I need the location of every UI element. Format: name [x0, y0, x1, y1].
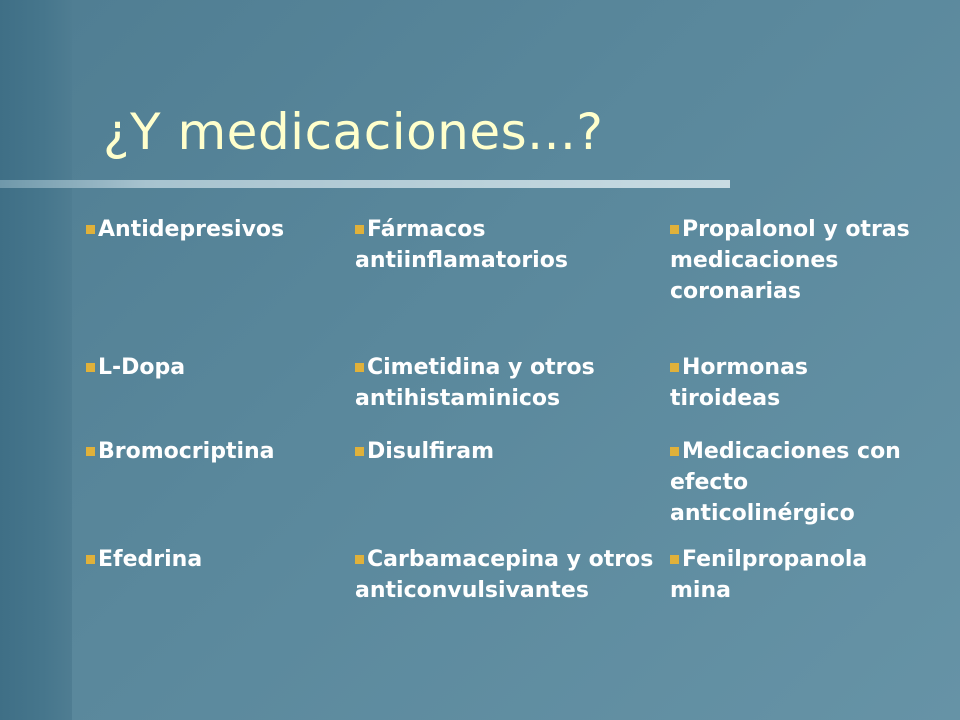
medication-label: Propalonol y otras medicaciones coronarias — [670, 217, 910, 304]
square-bullet-icon — [355, 225, 364, 234]
medication-label: Disulfiram — [367, 439, 495, 464]
medication-item — [355, 352, 655, 414]
medication-item — [670, 436, 910, 529]
medication-label: Bromocriptina — [98, 439, 275, 464]
medication-label: Fármacos antiinflamatorios — [355, 217, 568, 273]
medication-label: Efedrina — [98, 547, 203, 572]
medication-item — [670, 352, 910, 414]
medication-label: Cimetidina y otros antihistaminicos — [355, 355, 595, 411]
square-bullet-icon — [86, 363, 95, 372]
medication-item — [86, 544, 336, 575]
medication-label: Carbamacepina y otros anticonvulsivantes — [355, 547, 654, 603]
square-bullet-icon — [86, 225, 95, 234]
medication-item — [355, 436, 655, 467]
square-bullet-icon — [355, 447, 364, 456]
medication-label: Antidepresivos — [98, 217, 285, 242]
medication-item — [670, 214, 910, 307]
square-bullet-icon — [670, 447, 679, 456]
square-bullet-icon — [355, 555, 364, 564]
medication-item — [86, 214, 336, 245]
medication-label: Hormonas tiroideas — [670, 355, 809, 411]
medication-label: Fenilpropanola mina — [670, 547, 868, 603]
medication-item — [355, 544, 655, 606]
medication-label: L-Dopa — [98, 355, 186, 380]
medication-item — [86, 436, 336, 467]
square-bullet-icon — [355, 363, 364, 372]
square-bullet-icon — [670, 555, 679, 564]
medication-item — [86, 352, 336, 383]
square-bullet-icon — [86, 447, 95, 456]
slide-title: ¿Y medicaciones...? — [103, 103, 604, 161]
medication-item — [355, 214, 655, 276]
square-bullet-icon — [670, 363, 679, 372]
square-bullet-icon — [670, 225, 679, 234]
medication-item — [670, 544, 910, 606]
medication-label: Medicaciones con efecto anticolinérgico — [670, 439, 901, 526]
square-bullet-icon — [86, 555, 95, 564]
